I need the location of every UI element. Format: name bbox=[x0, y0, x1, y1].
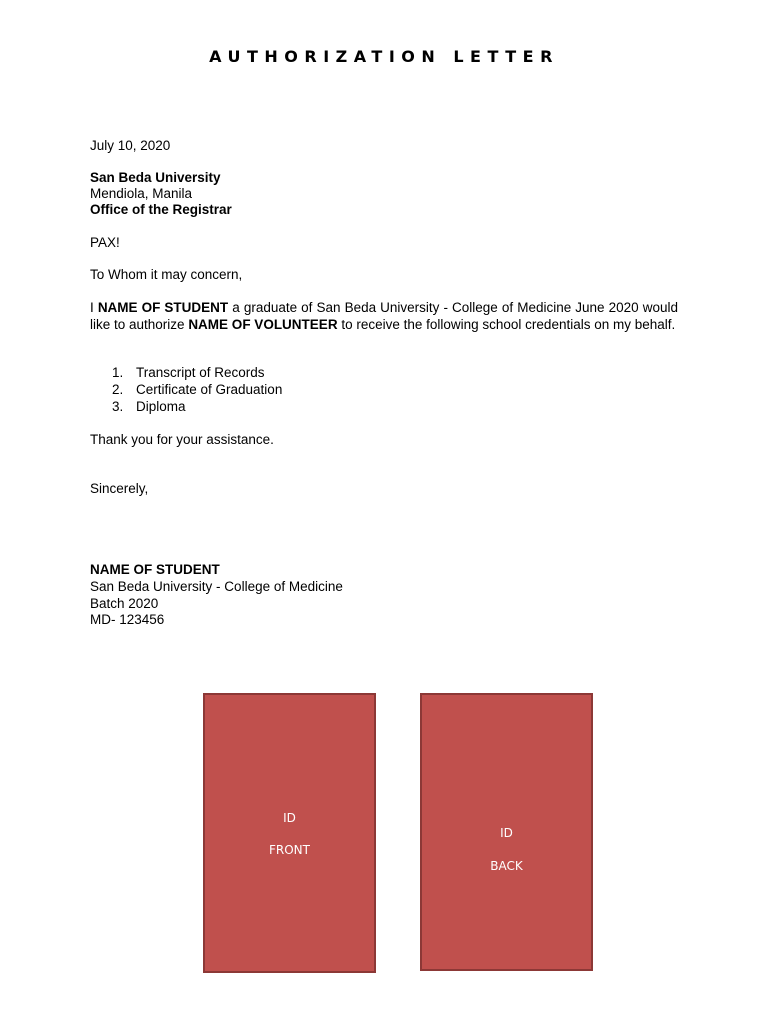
credential-label: Diploma bbox=[136, 399, 186, 414]
volunteer-name-placeholder: NAME OF VOLUNTEER bbox=[188, 316, 338, 332]
signature-name: NAME OF STUDENT bbox=[90, 562, 220, 577]
signature-school: San Beda University - College of Medicine bbox=[90, 579, 343, 594]
id-back-label-1: ID bbox=[500, 826, 513, 840]
letter-date: July 10, 2020 bbox=[90, 138, 171, 153]
letter-title: AUTHORIZATION LETTER bbox=[209, 47, 559, 66]
id-front-label-2: FRONT bbox=[269, 843, 310, 857]
body-part-1: I bbox=[90, 300, 98, 315]
credential-number: 2. bbox=[112, 382, 124, 397]
credential-item bbox=[112, 365, 265, 382]
signature-id-number: MD- 123456 bbox=[90, 612, 165, 627]
closing-line: Sincerely, bbox=[90, 481, 149, 496]
id-front-placeholder bbox=[203, 693, 376, 973]
body-part-2: a graduate of San Beda University - College of Medicine June 2020 would like to authorize bbox=[90, 300, 678, 332]
credential-item bbox=[112, 382, 282, 399]
thanks-line: Thank you for your assistance. bbox=[90, 432, 274, 447]
signature-batch: Batch 2020 bbox=[90, 596, 159, 611]
body-paragraph bbox=[90, 300, 678, 333]
id-back-placeholder bbox=[420, 693, 593, 971]
credential-label: Certificate of Graduation bbox=[136, 382, 283, 397]
body-part-3: to receive the following school credentials on my behalf. bbox=[337, 316, 676, 332]
credential-label: Transcript of Records bbox=[136, 365, 265, 380]
credential-number: 1. bbox=[112, 365, 124, 380]
student-name-placeholder: NAME OF STUDENT bbox=[97, 300, 229, 315]
greeting: PAX! bbox=[90, 235, 120, 250]
id-back-label-2: BACK bbox=[490, 859, 523, 873]
recipient-institution: San Beda University bbox=[90, 170, 221, 185]
credential-item bbox=[112, 399, 186, 416]
salutation: To Whom it may concern, bbox=[90, 267, 243, 282]
recipient-office: Office of the Registrar bbox=[90, 202, 232, 217]
id-front-label-1: ID bbox=[283, 811, 296, 825]
credential-number: 3. bbox=[112, 399, 124, 414]
recipient-address: Mendiola, Manila bbox=[90, 186, 193, 201]
